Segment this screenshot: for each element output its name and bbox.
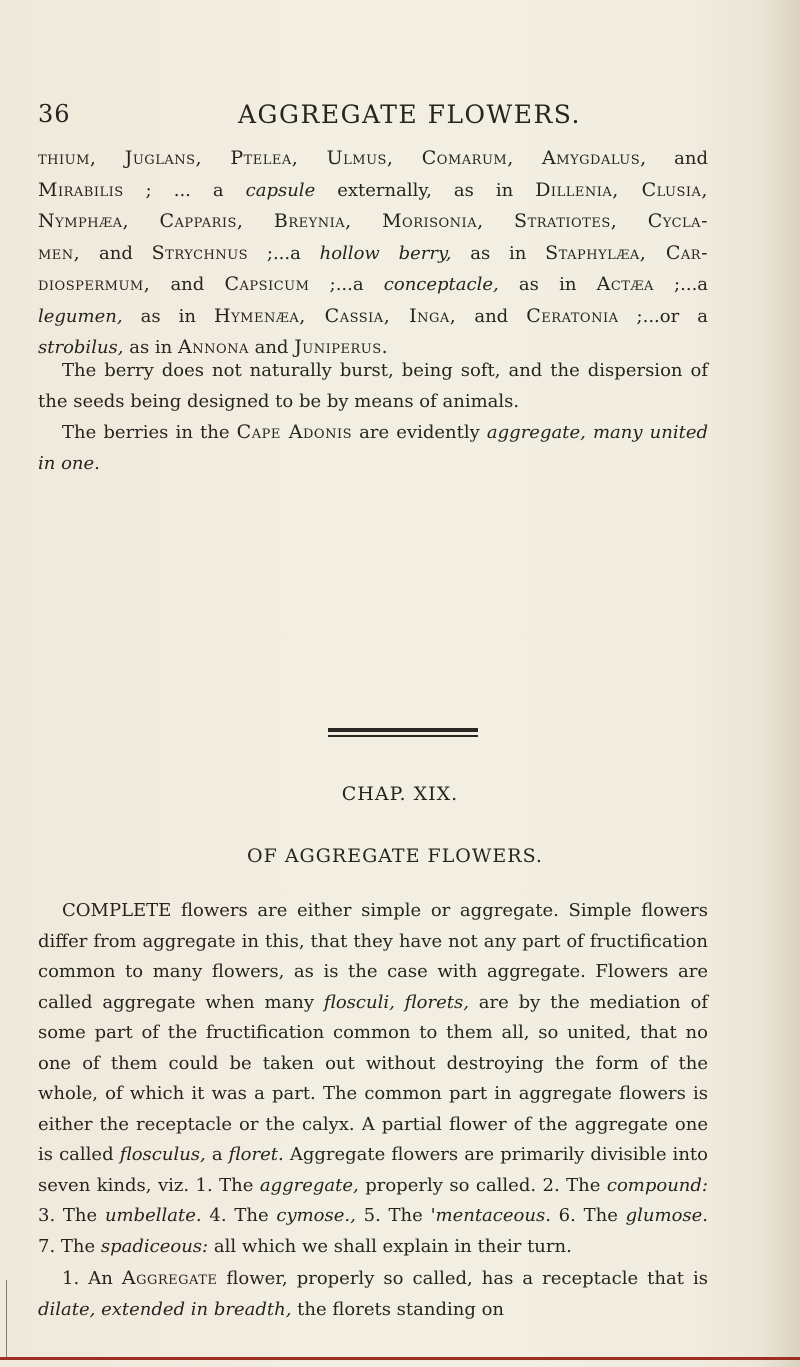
text-span: as in xyxy=(123,337,178,358)
text-span: compound: xyxy=(606,1174,708,1196)
paragraph-2 xyxy=(38,356,708,417)
paragraph-5 xyxy=(38,1263,708,1325)
text-span: conceptacle, xyxy=(383,274,499,295)
text-span: 'mentaceous. xyxy=(430,1205,551,1226)
text-span: 4. The xyxy=(201,1205,277,1226)
chapter-subtitle: OF AGGREGATE FLOWERS. xyxy=(247,845,543,867)
running-head: AGGREGATE FLOWERS. xyxy=(238,100,581,129)
text-span: the florets standing on xyxy=(291,1298,505,1320)
text-span: properly so called. 2. The xyxy=(358,1174,607,1196)
text-span: 3. The xyxy=(38,1205,105,1226)
text-paragraph xyxy=(38,417,708,479)
text-line xyxy=(38,143,708,175)
text-span: ;...a xyxy=(309,274,384,295)
text-span: dilate, extended in breadth, xyxy=(38,1298,292,1320)
text-span: and xyxy=(248,337,295,358)
text-line xyxy=(38,238,708,270)
text-span: Aggregate flowers are primarily divisible into seven kinds, viz. 1. The xyxy=(38,1144,708,1196)
text-span: hollow berry, xyxy=(319,242,452,264)
text-span: are evidently xyxy=(352,422,487,443)
text-paragraph xyxy=(38,1263,708,1325)
text-span: diospermum, xyxy=(38,273,151,295)
text-span: ;...a xyxy=(653,274,709,295)
page-fold-line xyxy=(6,1280,7,1358)
text-span: 5. The xyxy=(355,1205,431,1226)
text-line xyxy=(38,269,708,301)
text-line xyxy=(38,206,708,238)
text-paragraph xyxy=(38,896,708,1262)
text-span: externally, as in xyxy=(315,179,536,201)
page-edge-shadow xyxy=(760,0,800,1367)
bottom-edge-line xyxy=(0,1357,800,1360)
text-span: floret. xyxy=(228,1144,284,1165)
text-span: Capsicum xyxy=(224,273,310,295)
text-span: 6. The xyxy=(550,1205,626,1226)
text-span: capsule xyxy=(245,179,316,201)
text-span: Strychnus xyxy=(151,241,249,264)
text-span: strobilus, xyxy=(38,337,124,358)
text-span: 7. The xyxy=(38,1235,101,1257)
text-span: are by the mediation of some part of the fructification common to them all, so united, that no one of them could be taken out without destroying the form of the whole, of which it was a part. The common part in aggregate flowers is either the receptacle or the calyx. A partial flower of the aggregate one is called xyxy=(38,991,708,1165)
section-divider-thin xyxy=(328,735,478,737)
text-line xyxy=(38,175,708,207)
text-span: Mirabilis xyxy=(38,178,124,201)
text-span: Ceratonia xyxy=(526,304,619,327)
text-line xyxy=(38,301,708,333)
page-header xyxy=(38,100,738,134)
text-span: ;...a xyxy=(248,242,320,264)
text-span: Dillenia, Clusia, xyxy=(535,178,708,201)
text-span: and xyxy=(80,242,152,264)
page-number: 36 xyxy=(38,100,71,128)
text-span: umbellate. xyxy=(104,1205,202,1226)
chapter-title: CHAP. XIX. xyxy=(341,783,459,805)
text-span: Hymenæa, Cassia, Inga, xyxy=(214,304,457,327)
text-span: as in xyxy=(451,242,546,264)
paragraph-1 xyxy=(38,143,708,364)
text-span: ;...or a xyxy=(618,305,708,327)
section-divider-thick xyxy=(328,728,478,732)
text-span: Staphylæa, Car- xyxy=(545,241,708,264)
paragraph-4 xyxy=(38,896,708,1262)
text-span: and xyxy=(646,148,708,169)
text-span: Cape Adonis xyxy=(236,421,353,443)
text-span: aggregate, many united in one. xyxy=(38,422,709,474)
text-span: 1. An xyxy=(62,1268,122,1289)
text-span: spadiceous: xyxy=(100,1235,209,1257)
paragraph-3 xyxy=(38,417,708,479)
text-span: glumose. xyxy=(625,1205,709,1226)
text-span: Aggregate xyxy=(121,1267,218,1289)
text-span: ; ... a xyxy=(123,179,246,201)
text-span: flosculus, xyxy=(119,1144,206,1165)
text-span: and xyxy=(456,305,527,327)
text-span: flower, properly so called, has a receptacle that is xyxy=(217,1268,708,1289)
text-span: Annona xyxy=(177,336,249,358)
text-span: cymose., xyxy=(276,1205,356,1226)
text-paragraph: The berry does not naturally burst, being soft, and the dispersion of the seeds being designed to be by means of animals. xyxy=(38,360,708,412)
text-span: all which we shall explain in their turn. xyxy=(208,1235,572,1257)
text-span: flosculi, florets, xyxy=(323,991,469,1013)
text-span: a xyxy=(205,1144,229,1165)
text-span: and xyxy=(150,274,225,295)
text-span: Actæa xyxy=(596,273,654,295)
text-span: aggregate, xyxy=(259,1174,359,1196)
text-span: as in xyxy=(498,274,597,295)
text-span: The berries in the xyxy=(62,422,237,443)
text-span: Juniperus. xyxy=(294,336,389,358)
text-span: COMPLETE flowers are either simple or aggregate. Simple flowers differ from aggregate in this, that they have not any part of fructification common to many flowers, as is the case with aggregate. Flowers are called aggregate when many xyxy=(38,900,708,1013)
text-span: as in xyxy=(122,305,215,327)
text-span: Nymphæa, Capparis, Breynia, Morisonia, Stratiotes, Cycla- xyxy=(38,210,708,232)
text-span: thium, Juglans, Ptelea, Ulmus, Comarum, Amygdalus, xyxy=(38,147,647,169)
text-span: legumen, xyxy=(38,305,123,327)
text-span: men, xyxy=(38,241,81,264)
